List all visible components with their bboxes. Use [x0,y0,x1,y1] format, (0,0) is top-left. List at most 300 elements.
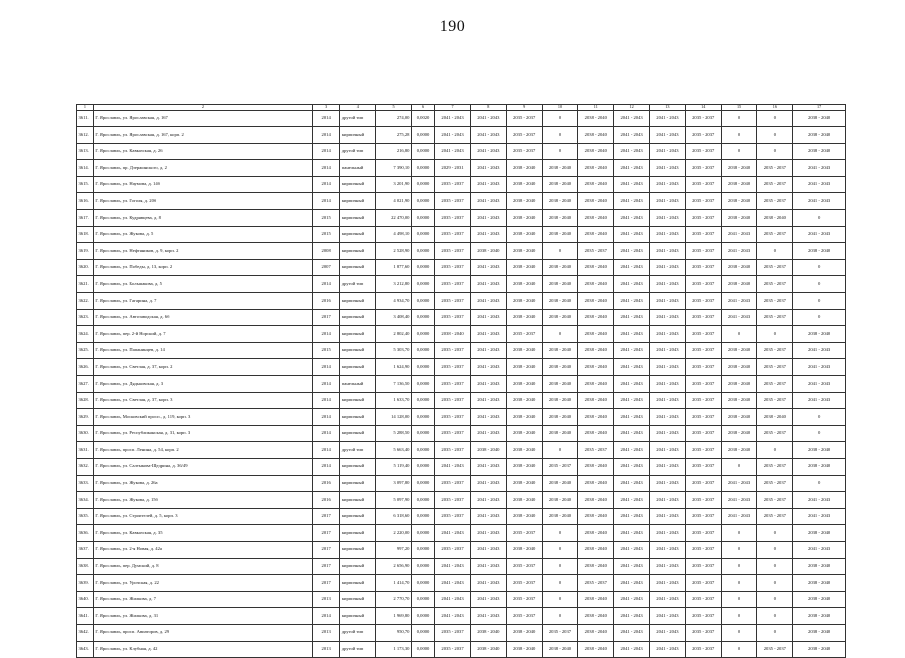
table-cell: 2035 - 2037 [685,210,721,227]
table-cell: 0 [793,309,846,326]
table-cell: Г. Ярославль, ул. Республиканская, д. 31, корп. 3 [93,425,312,442]
table-cell: 2038 - 2040 [578,525,614,542]
table-cell: 2038 - 2040 [506,243,542,260]
table-cell: 2041 - 2043 [614,458,650,475]
table-cell: 4 934,70 [376,293,412,310]
table-row [77,392,846,409]
table-cell: 2038 - 2040 [578,558,614,575]
table-cell: кирпичный [340,591,376,608]
table-cell: Г. Ярославль, ул. Ярославская, д. 167 [93,110,312,127]
table-cell: 2038 - 2040 [578,160,614,177]
table-cell: 2038 - 2040 [793,110,846,127]
table-row [77,326,846,343]
table-cell: 0,0000 [411,309,434,326]
table-cell: 0 [721,641,757,658]
table-cell: 3630. [77,425,94,442]
table-cell: 2035 - 2037 [685,342,721,359]
table-cell: Г. Ярославль, просп. Ленина, д. 54, корп. 2 [93,442,312,459]
table-cell: 2035 - 2037 [757,193,793,210]
table-cell: другой тип [340,276,376,293]
table-cell: 2038 - 2040 [506,492,542,509]
table-cell: 2041 - 2043 [470,525,506,542]
table-cell: 2029 - 2031 [435,160,471,177]
column-number: 3 [312,105,339,111]
table-cell: 2038 - 2040 [721,376,757,393]
column-number: 17 [793,105,846,111]
table-cell: 2017 [312,541,339,558]
table-cell: 2035 - 2037 [757,342,793,359]
table-cell: 2038 - 2040 [542,359,578,376]
table-cell: 0,0000 [411,492,434,509]
table-cell: 3639. [77,575,94,592]
table-cell: Г. Ярославль, ул. Строителей, д. 5, корп. 3 [93,508,312,525]
table-cell: 0,0000 [411,293,434,310]
table-cell: 3632. [77,458,94,475]
table-cell: 2035 - 2037 [685,492,721,509]
table-cell: 2038 - 2040 [793,143,846,160]
table-cell: 2041 - 2043 [614,409,650,426]
table-cell: 2035 - 2037 [435,226,471,243]
table-cell: 1 414,70 [376,575,412,592]
table-cell: 3 201,90 [376,176,412,193]
table-cell: 0 [721,608,757,625]
table-cell: 2041 - 2043 [614,127,650,144]
table-cell: 2041 - 2043 [470,226,506,243]
table-cell: 2038 - 2040 [506,442,542,459]
table-cell: 2041 - 2043 [470,259,506,276]
table-row [77,591,846,608]
table-cell: 2035 - 2037 [685,425,721,442]
table-cell: 2041 - 2043 [793,541,846,558]
table-cell: 2041 - 2043 [470,475,506,492]
table-cell: 2038 - 2040 [470,624,506,641]
table-cell: 2035 - 2037 [757,458,793,475]
column-number: 14 [685,105,721,111]
column-number: 6 [411,105,434,111]
table-cell: 1 969,80 [376,608,412,625]
table-cell: 2013 [312,641,339,658]
table-cell: 2038 - 2040 [470,243,506,260]
table-cell: Г. Ярославль, ул. Кудрявцева, д. 8 [93,210,312,227]
table-cell: 0 [757,243,793,260]
table-cell: 0 [542,243,578,260]
table-cell: 2041 - 2043 [793,508,846,525]
table-cell: 3643. [77,641,94,658]
table-cell: Г. Ярославль, пер. 2-й Норский, д. 7 [93,326,312,343]
table-cell: панельный [340,160,376,177]
table-cell: 2008 [312,243,339,260]
table-cell: 2041 - 2043 [793,176,846,193]
table-cell: Г. Ярославль, ул. Жукова, д. 26а [93,475,312,492]
table-cell: 5 663,40 [376,442,412,459]
table-cell: 2041 - 2043 [650,575,686,592]
table-cell: 2038 - 2040 [793,608,846,625]
table-cell: 0,0000 [411,409,434,426]
table-cell: 2038 - 2040 [721,425,757,442]
table-cell: 2038 - 2040 [793,243,846,260]
table-cell: кирпичный [340,525,376,542]
table-cell: 2041 - 2043 [470,425,506,442]
table-cell: 2041 - 2043 [614,342,650,359]
table-cell: 0 [721,558,757,575]
table-cell: 2041 - 2043 [650,409,686,426]
table-cell: 2035 - 2037 [757,176,793,193]
table-cell: 2035 - 2037 [757,359,793,376]
table-cell: 2041 - 2043 [614,176,650,193]
table-cell: другой тип [340,442,376,459]
table-cell: 2014 [312,127,339,144]
table-cell: 0,0000 [411,458,434,475]
table-cell: 0 [542,326,578,343]
table-cell: 2038 - 2040 [542,309,578,326]
table-cell: 3622. [77,293,94,310]
table-cell: 2038 - 2040 [506,409,542,426]
table-cell: 2038 - 2040 [506,342,542,359]
table-cell: 2038 - 2040 [721,276,757,293]
table-cell: 4 498,10 [376,226,412,243]
table-cell: 2038 - 2040 [578,226,614,243]
table-cell: 2038 - 2040 [542,259,578,276]
table-cell: 2035 - 2037 [435,210,471,227]
table-cell: 3 212,80 [376,276,412,293]
table-cell: 2038 - 2040 [506,193,542,210]
table-cell: 2038 - 2040 [793,458,846,475]
table-cell: 2038 - 2040 [793,326,846,343]
table-cell: 2035 - 2037 [578,243,614,260]
table-cell: кирпичный [340,176,376,193]
column-number: 8 [470,105,506,111]
table-cell: 2013 [312,591,339,608]
table-cell: 2041 - 2043 [614,591,650,608]
table-cell: 2017 [312,525,339,542]
table-cell: 0 [757,558,793,575]
table-cell: кирпичный [340,309,376,326]
table-cell: 2038 - 2040 [542,508,578,525]
table-cell: 2035 - 2037 [435,475,471,492]
table-cell: кирпичный [340,226,376,243]
table-cell: 2041 - 2043 [614,508,650,525]
table-cell: кирпичный [340,425,376,442]
table-cell: кирпичный [340,458,376,475]
table-cell: 2038 - 2040 [793,127,846,144]
table-cell: 2041 - 2043 [650,342,686,359]
table-cell: 2041 - 2043 [470,110,506,127]
table-cell: 2038 - 2040 [793,575,846,592]
table-cell: 2038 - 2040 [578,326,614,343]
table-cell: 2038 - 2040 [578,508,614,525]
table-cell: 2035 - 2037 [578,442,614,459]
table-cell: 2038 - 2040 [793,525,846,542]
table-cell: 2041 - 2043 [650,475,686,492]
table-cell: 2041 - 2043 [650,541,686,558]
table-cell: Г. Ярославль, ул. Папанинцев, д. 14 [93,342,312,359]
table-cell: 2041 - 2043 [614,293,650,310]
table-cell: 2041 - 2043 [470,342,506,359]
table-cell: 2041 - 2043 [650,591,686,608]
table-cell: 2041 - 2043 [650,309,686,326]
table-cell: 2041 - 2043 [614,243,650,260]
table-cell: 2014 [312,409,339,426]
table-cell: 4 021,90 [376,193,412,210]
table-cell: 2035 - 2037 [757,392,793,409]
table-cell: 3612. [77,127,94,144]
table-cell: 3617. [77,210,94,227]
table-cell: 7 390,10 [376,160,412,177]
table-cell: 3637. [77,541,94,558]
table-cell: 950,70 [376,624,412,641]
table-cell: 2041 - 2043 [650,143,686,160]
table-cell: 3629. [77,409,94,426]
table-cell: 2041 - 2043 [435,591,471,608]
table-cell: 0,0000 [411,376,434,393]
table-cell: 2041 - 2043 [614,492,650,509]
table-row [77,475,846,492]
table-cell: 2038 - 2040 [757,409,793,426]
table-cell: кирпичный [340,259,376,276]
table-cell: 2041 - 2043 [470,458,506,475]
table-cell: 2041 - 2043 [614,575,650,592]
table-cell: другой тип [340,143,376,160]
table-row [77,110,846,127]
table-cell: 2041 - 2043 [650,293,686,310]
table-cell: 0,0000 [411,591,434,608]
table-cell: 2041 - 2043 [614,541,650,558]
table-cell: 2038 - 2040 [578,641,614,658]
column-number: 11 [578,105,614,111]
table-cell: 2035 - 2037 [757,160,793,177]
table-cell: Г. Ярославль, ул. Автозаводская, д. 6б [93,309,312,326]
table-cell: 2038 - 2040 [578,492,614,509]
table-cell: 2016 [312,293,339,310]
table-cell: 2038 - 2040 [542,276,578,293]
table-cell: 2041 - 2043 [650,641,686,658]
table-cell: Г. Ярославль, ул. Жилкова, д. 7 [93,591,312,608]
table-cell: Г. Ярославль, ул. Дядьковская, д. 3 [93,376,312,393]
table-cell: 2038 - 2040 [506,641,542,658]
table-cell: 2041 - 2043 [650,458,686,475]
table-cell: 2035 - 2037 [435,492,471,509]
table-cell: 2041 - 2043 [435,558,471,575]
table-cell: Г. Ярославль, ул. Гагарина, д. 7 [93,293,312,310]
table-cell: 2038 - 2040 [578,210,614,227]
table-row [77,425,846,442]
table-cell: 2035 - 2037 [685,193,721,210]
table-cell: 7 136,50 [376,376,412,393]
table-row [77,243,846,260]
table-cell: кирпичный [340,608,376,625]
table-cell: Г. Ярославль, ул. Урочская, д. 22 [93,575,312,592]
table-row [77,309,846,326]
table-cell: 2038 - 2040 [506,226,542,243]
table-cell: 2041 - 2043 [435,143,471,160]
table-cell: 0 [757,326,793,343]
table-cell: 2041 - 2043 [470,176,506,193]
table-cell: кирпичный [340,409,376,426]
table-cell: 0 [757,143,793,160]
table-cell: Г. Ярославль, ул. Кавказская, д. 35 [93,525,312,542]
table-cell: 2041 - 2043 [470,591,506,608]
table-cell: 2035 - 2037 [685,259,721,276]
table-cell: другой тип [340,110,376,127]
table-cell: 2015 [312,210,339,227]
table-cell: 2041 - 2043 [435,575,471,592]
table-cell: 2035 - 2037 [757,475,793,492]
table-cell: 2038 - 2040 [793,558,846,575]
table-cell: 2014 [312,143,339,160]
table-cell: 0,0000 [411,359,434,376]
table-cell: 0,0000 [411,624,434,641]
table-cell: 3641. [77,608,94,625]
table-cell: 2035 - 2037 [435,243,471,260]
table-cell: 2041 - 2043 [470,608,506,625]
table-cell: 0,0000 [411,226,434,243]
table-cell: Г. Ярославль, ул. Светлая, д. 37, корп. 3 [93,392,312,409]
table-cell: 2041 - 2043 [650,558,686,575]
table-cell: кирпичный [340,508,376,525]
table-cell: 2038 - 2040 [506,541,542,558]
table-cell: 0 [793,293,846,310]
table-cell: 2035 - 2037 [578,575,614,592]
table-cell: 0 [793,475,846,492]
table-cell: 2038 - 2040 [542,293,578,310]
table-cell: Г. Ярославль, ул. Гоголя, д. 20б [93,193,312,210]
table-cell: 3621. [77,276,94,293]
table-cell: 2035 - 2037 [506,575,542,592]
table-cell: 3616. [77,193,94,210]
table-cell: 2041 - 2043 [721,226,757,243]
table-row [77,608,846,625]
table-cell: 2038 - 2040 [506,475,542,492]
table-cell: 2035 - 2037 [435,176,471,193]
table-cell: 2035 - 2037 [685,591,721,608]
table-cell: 0 [793,409,846,426]
table-cell: 2035 - 2037 [685,359,721,376]
table-row [77,359,846,376]
table-cell: 2041 - 2043 [470,293,506,310]
table-cell: 2038 - 2040 [793,641,846,658]
table-cell: 0 [721,624,757,641]
table-cell: 0 [542,127,578,144]
table-cell: 2038 - 2040 [578,624,614,641]
table-cell: 2015 [312,342,339,359]
table-cell: 0,0000 [411,475,434,492]
table-cell: 3613. [77,143,94,160]
table-cell: 2041 - 2043 [614,226,650,243]
table-cell: 2014 [312,160,339,177]
table-row [77,458,846,475]
table-cell: кирпичный [340,475,376,492]
table-cell: 2041 - 2043 [470,210,506,227]
table-cell: 0 [542,541,578,558]
table-cell: 2038 - 2040 [542,425,578,442]
table-cell: 14 128,00 [376,409,412,426]
table-cell: 2017 [312,309,339,326]
table-cell: 0,0000 [411,608,434,625]
table-row [77,492,846,509]
table-cell: Г. Ярославль, ул. Кавказская, д. 26 [93,143,312,160]
table-cell: 2041 - 2043 [470,392,506,409]
table-cell: 2038 - 2040 [721,160,757,177]
table-cell: 3638. [77,558,94,575]
table-cell: 2038 - 2040 [578,475,614,492]
table-cell: 2038 - 2040 [542,475,578,492]
table-cell: 2038 - 2040 [542,176,578,193]
table-cell: 0,0000 [411,243,434,260]
table-cell: 2035 - 2037 [685,541,721,558]
table-cell: 2038 - 2040 [721,342,757,359]
table-cell: 2 770,70 [376,591,412,608]
table-cell: 2038 - 2040 [793,624,846,641]
column-number: 10 [542,105,578,111]
table-cell: кирпичный [340,575,376,592]
table-cell: 2035 - 2037 [435,193,471,210]
table-cell: 3623. [77,309,94,326]
table-cell: Г. Ярославль, ул. Жукова, д. 5 [93,226,312,243]
table-cell: 2041 - 2043 [650,326,686,343]
table-cell: 2038 - 2040 [578,458,614,475]
table-row [77,193,846,210]
table-cell: 2041 - 2043 [470,409,506,426]
table-cell: кирпичный [340,210,376,227]
table-cell: 2035 - 2037 [685,176,721,193]
table-cell: 2035 - 2037 [435,309,471,326]
table-cell: 2038 - 2040 [757,210,793,227]
table-cell: 2041 - 2043 [614,259,650,276]
table-cell: 2041 - 2043 [614,376,650,393]
column-number: 2 [93,105,312,111]
table-cell: 2041 - 2043 [614,392,650,409]
table-cell: 2035 - 2037 [685,608,721,625]
column-number: 12 [614,105,650,111]
table-cell: 2038 - 2040 [721,442,757,459]
table-cell: 0,0000 [411,193,434,210]
table-row [77,226,846,243]
table-cell: 0 [721,591,757,608]
table-cell: 2014 [312,376,339,393]
column-number: 4 [340,105,376,111]
table-cell: 0 [542,591,578,608]
table-cell: 0 [542,558,578,575]
table-cell: 2035 - 2037 [685,458,721,475]
table-cell: 2041 - 2043 [614,624,650,641]
table-cell: 0 [757,127,793,144]
table-cell: 0 [757,525,793,542]
table-cell: 2041 - 2043 [650,442,686,459]
table-cell: 3 408,40 [376,309,412,326]
table-cell: Г. Ярославль, пр. Дзержинского, д. 2 [93,160,312,177]
table-cell: 2041 - 2043 [614,210,650,227]
table-cell: 2041 - 2043 [435,608,471,625]
table-cell: 2035 - 2037 [542,458,578,475]
table-cell: 2035 - 2037 [685,409,721,426]
table-cell: 0 [542,143,578,160]
table-cell: 2035 - 2037 [757,508,793,525]
table-cell: 0,0000 [411,442,434,459]
table-cell: Г. Ярославль, ул. Салтыкова-Щедрина, д. 36/49 [93,458,312,475]
table-row [77,508,846,525]
table-cell: 2035 - 2037 [685,226,721,243]
table-cell: Г. Ярославль, ул. Жукова, д. 15б [93,492,312,509]
table-cell: 2035 - 2037 [685,641,721,658]
table-cell: 2035 - 2037 [757,425,793,442]
table-cell: 2041 - 2043 [793,492,846,509]
table-cell: кирпичный [340,127,376,144]
table-cell: 2038 - 2040 [578,608,614,625]
table-cell: 0,0000 [411,558,434,575]
table-cell: 2041 - 2043 [614,442,650,459]
table-cell: 0,0000 [411,392,434,409]
page-number: 190 [439,18,466,35]
